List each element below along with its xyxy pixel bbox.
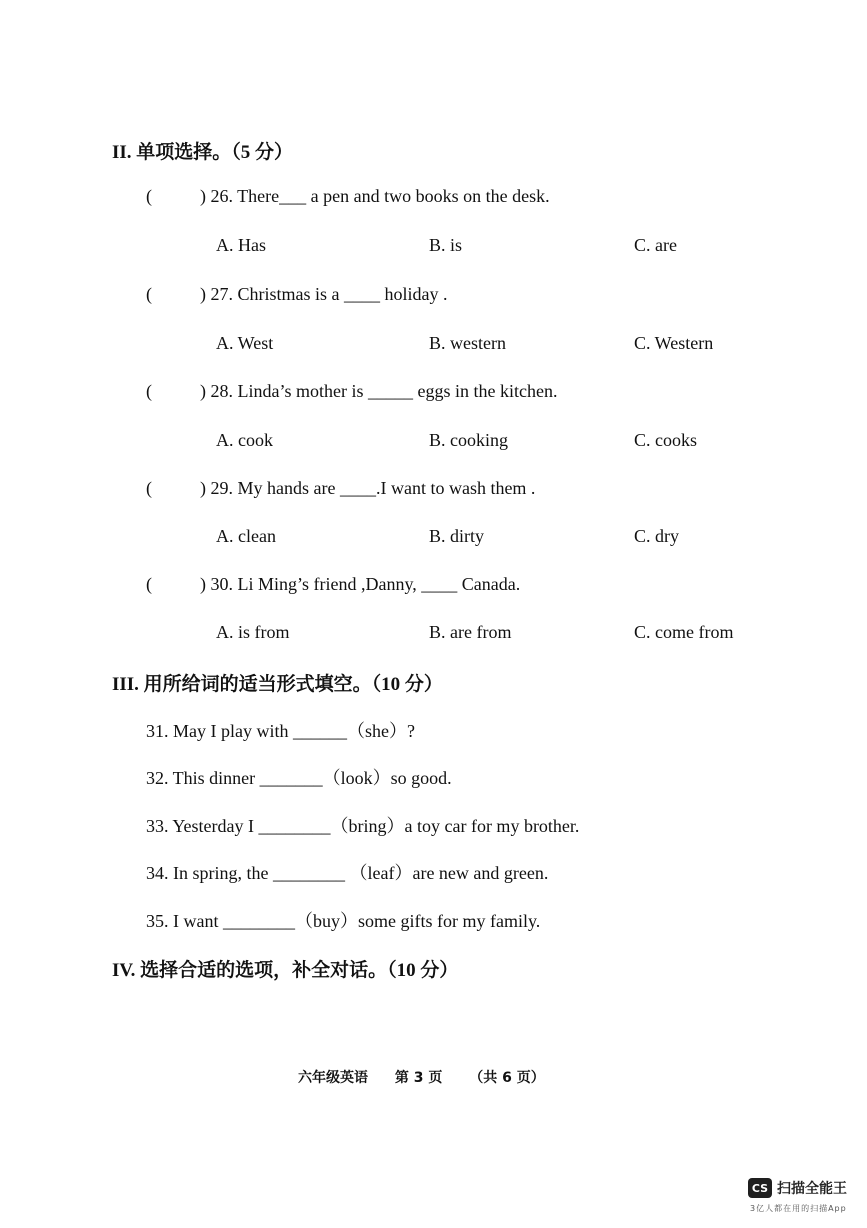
watermark-app-name: 扫描全能王 bbox=[777, 1181, 847, 1197]
option-a: A. is from bbox=[216, 622, 290, 642]
footer-total-pages: （共 6 页） bbox=[469, 1070, 545, 1086]
cs-logo-icon: CS bbox=[748, 1178, 772, 1198]
option-c: C. Western bbox=[634, 333, 714, 353]
option-a: A. West bbox=[216, 333, 274, 353]
option-b: B. is bbox=[429, 235, 463, 255]
question-text: ) 27. Christmas is a ____ holiday . bbox=[200, 284, 448, 304]
scanner-watermark bbox=[748, 1178, 847, 1198]
option-c: C. cooks bbox=[634, 430, 697, 450]
option-b: B. cooking bbox=[429, 430, 508, 450]
option-b: B. are from bbox=[429, 622, 512, 642]
answer-paren: ( bbox=[146, 574, 152, 594]
fill-item-32: 32. This dinner _______（look）so good. bbox=[146, 768, 452, 788]
fill-item-35: 35. I want ________（buy）some gifts for my family. bbox=[146, 911, 541, 931]
question-text: ) 28. Linda’s mother is _____ eggs in the kitchen. bbox=[200, 381, 558, 401]
fill-item-31: 31. May I play with ______（she）? bbox=[146, 721, 415, 741]
answer-paren: ( bbox=[146, 284, 152, 304]
question-text: ) 26. There___ a pen and two books on the desk. bbox=[200, 186, 550, 206]
section-2-title: II. 单项选择。（5 分） bbox=[112, 142, 294, 163]
option-c: C. are bbox=[634, 235, 677, 255]
section-4-title: IV. 选择合适的选项，补全对话。（10 分） bbox=[112, 960, 459, 981]
option-a: A. Has bbox=[216, 235, 266, 255]
fill-item-33: 33. Yesterday I ________（bring）a toy car for my brother. bbox=[146, 816, 580, 836]
footer-subject: 六年级英语 bbox=[298, 1070, 368, 1086]
question-text: ) 30. Li Ming’s friend ,Danny, ____ Canada. bbox=[200, 574, 521, 594]
footer-page-number: 第 3 页 bbox=[394, 1070, 443, 1086]
watermark-tagline: 3亿人都在用的扫描App bbox=[750, 1204, 847, 1213]
option-b: B. western bbox=[429, 333, 506, 353]
answer-paren: ( bbox=[146, 478, 152, 498]
option-c: C. come from bbox=[634, 622, 734, 642]
answer-paren: ( bbox=[146, 186, 152, 206]
section-3-title: III. 用所给词的适当形式填空。（10 分） bbox=[112, 674, 443, 695]
option-c: C. dry bbox=[634, 526, 679, 546]
page-footer bbox=[298, 1067, 567, 1087]
option-a: A. clean bbox=[216, 526, 276, 546]
question-text: ) 29. My hands are ____.I want to wash them . bbox=[200, 478, 536, 498]
answer-paren: ( bbox=[146, 381, 152, 401]
fill-item-34: 34. In spring, the ________ （leaf）are new and green. bbox=[146, 863, 549, 883]
option-b: B. dirty bbox=[429, 526, 485, 546]
option-a: A. cook bbox=[216, 430, 273, 450]
